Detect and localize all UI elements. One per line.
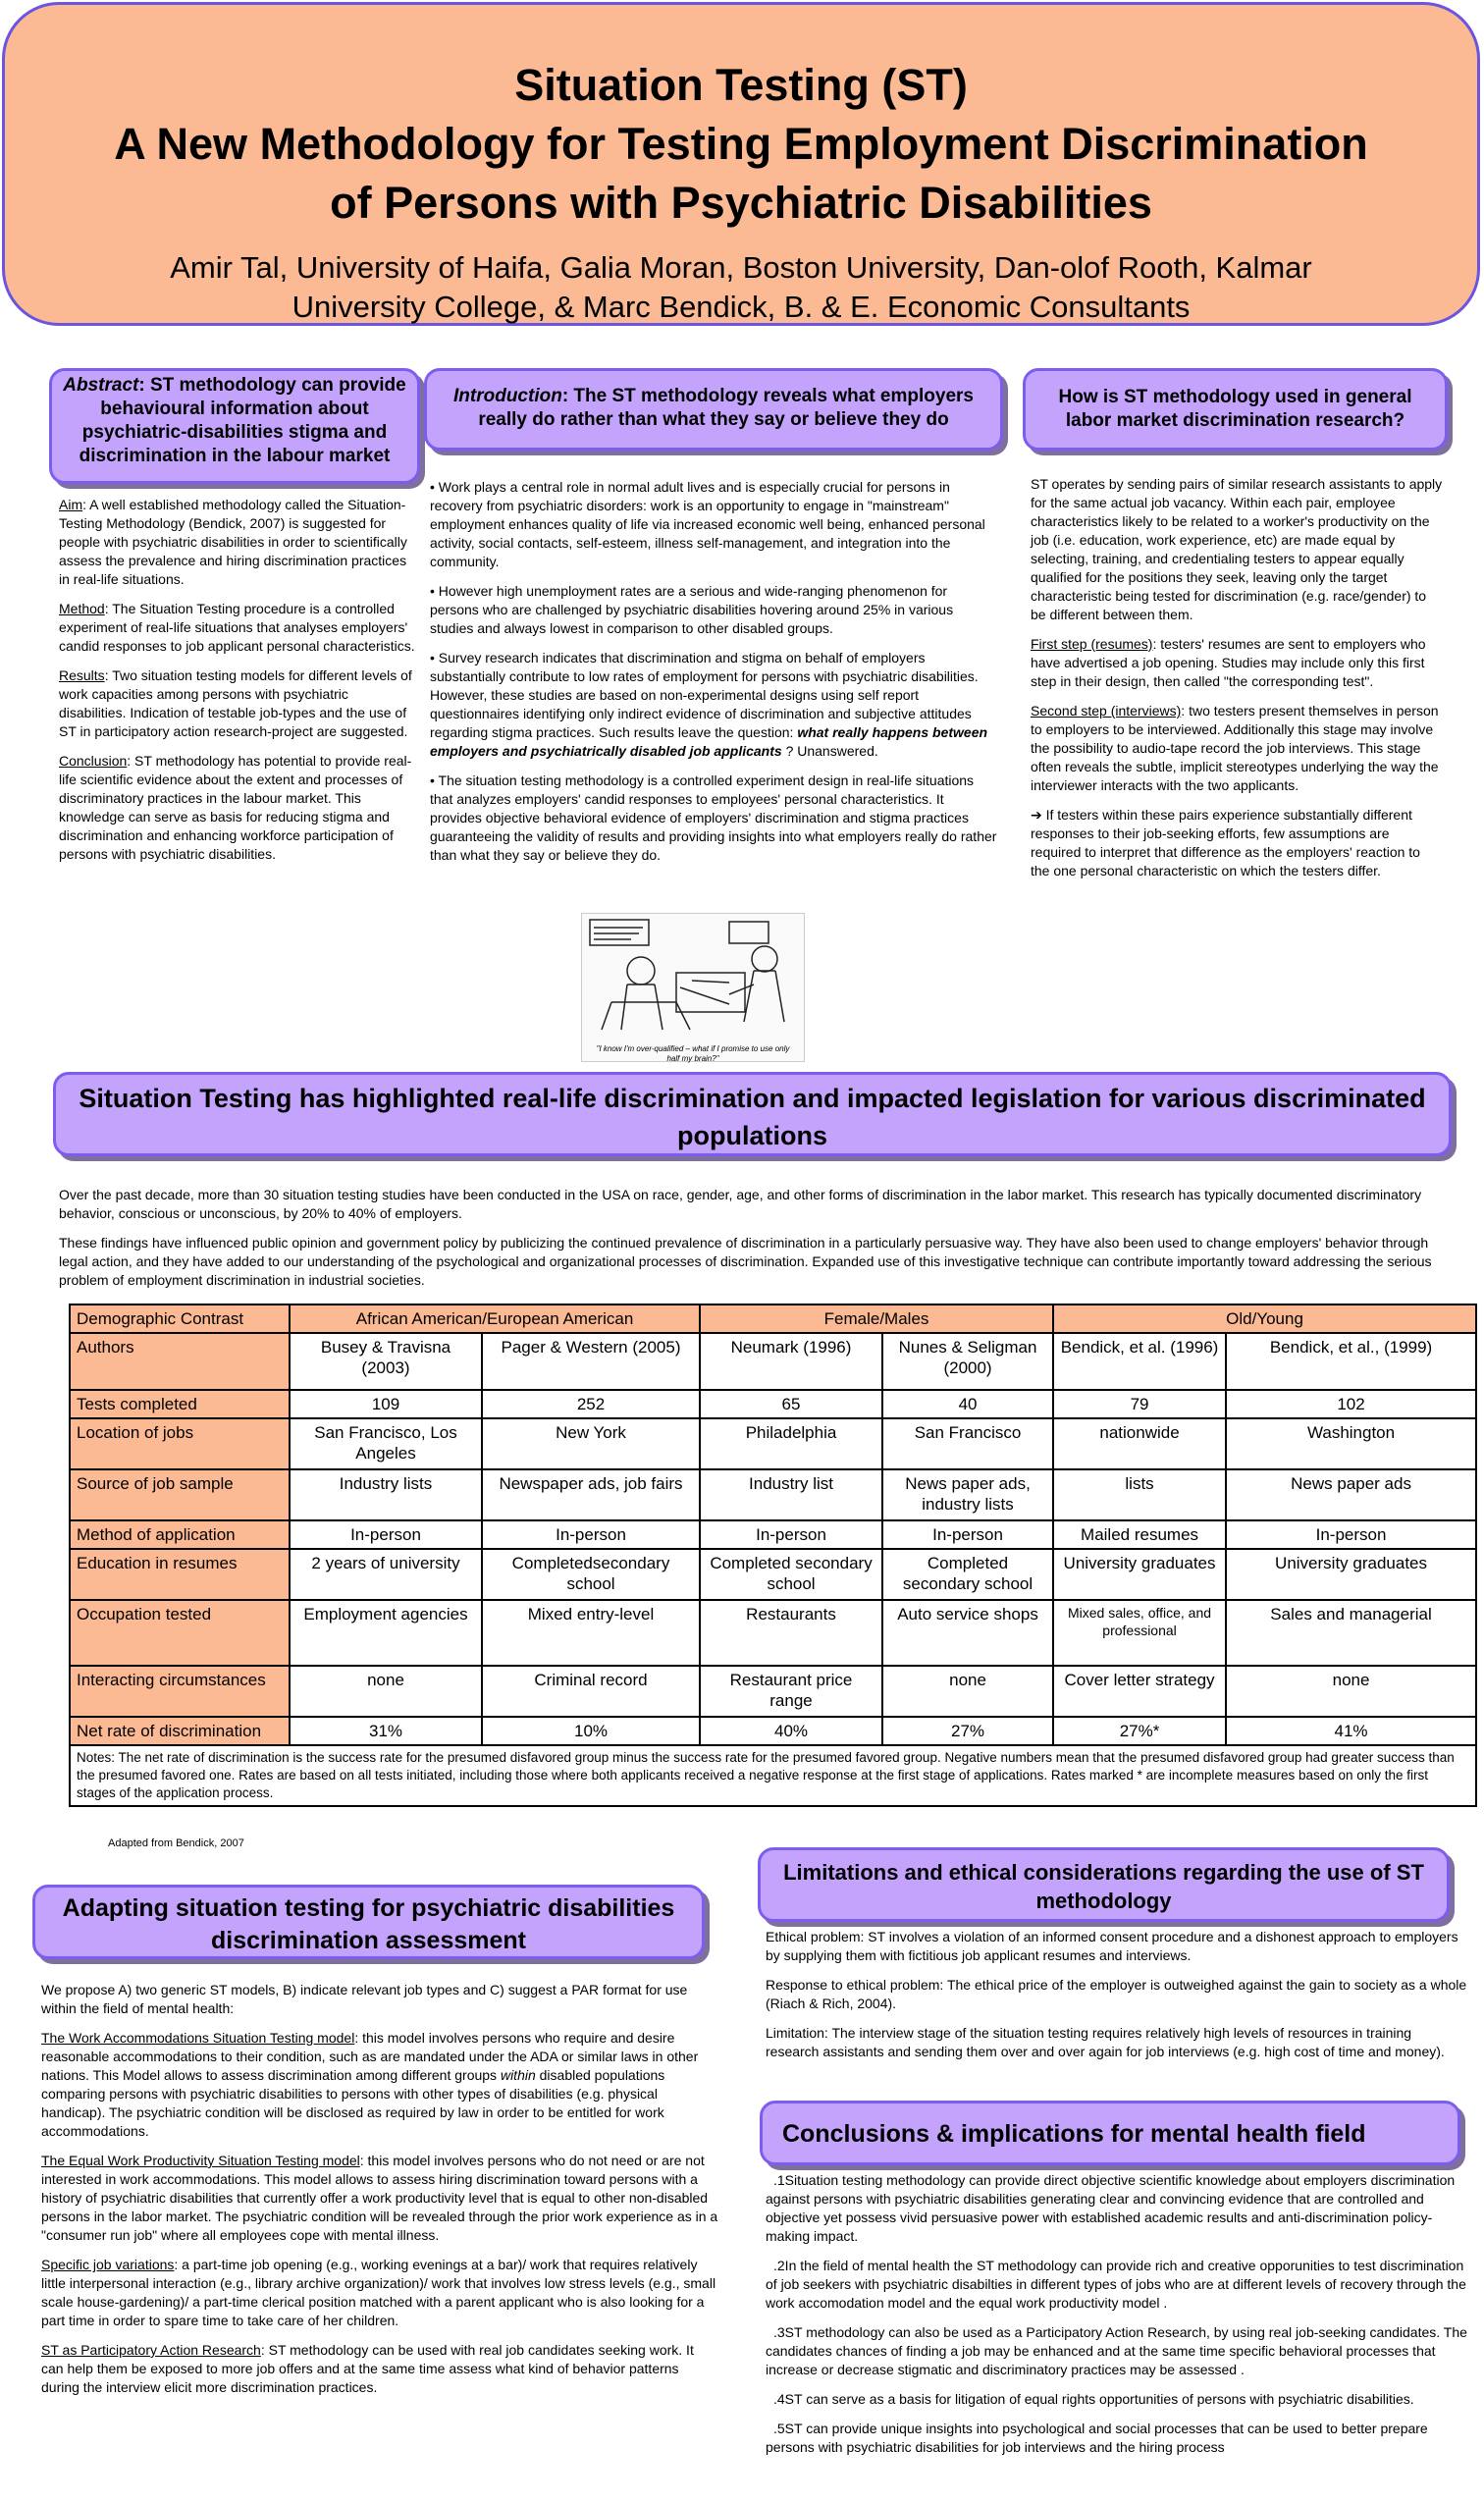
- table-cell: Busey & Travisna (2003): [290, 1333, 482, 1390]
- how-step2: [1031, 702, 1443, 795]
- conclusion-item-4: .4ST can serve as a basis for litigation of equal rights opportunities of persons with psychiatric disabilities.: [773, 2391, 1414, 2407]
- table-cell: Pager & Western (2005): [482, 1333, 700, 1390]
- introduction-heading-rest: : The ST methodology reveals what employers really do rather than what they say or believe they do: [478, 386, 974, 430]
- table-cell: 41%: [1226, 1717, 1476, 1745]
- abstract-results-text: : Two situation testing models for different levels of work capacities among persons with psychiatric disabilities. Indication of testable job-types and the use of ST in participatory action research-project are suggested.: [59, 667, 412, 739]
- abstract-method-label: Method: [59, 601, 105, 616]
- adapting-par-text: : ST methodology can be used with real job candidates seeking work. It can help them be exposed to more job offers and at the same time assess what kind of behavior patterns during the interview elicit more discrimination practices.: [41, 2342, 694, 2395]
- how-step1-label: First step (resumes): [1031, 636, 1153, 652]
- abstract-heading-rest: : ST methodology can provide behavioural information about psychiatric-disabilities stigma and discrimination in the labour market: [79, 375, 406, 466]
- how-conclusion: ➔ If testers within these pairs experience substantially different responses to their job-seeking efforts, few assumptions are required to interpret that difference as the employers' reaction to the one personal characteristic on which the testers differ.: [1031, 807, 1420, 878]
- adapting-m1-text-b: disabled populations comparing persons with psychiatric disabilities to persons with other types of disabilities (e.g. physical handicap). The psychiatric condition will be disclosed as required by law in order to be entitled for work accommodations.: [41, 2067, 665, 2139]
- adapting-m2-label: The Equal Work Productivity Situation Testing model: [41, 2153, 360, 2168]
- adapting-par-label: ST as Participatory Action Research: [41, 2342, 261, 2358]
- row-label: Interacting circumstances: [70, 1666, 290, 1717]
- poster-title-line-3: of Persons with Psychiatric Disabilities: [330, 178, 1152, 228]
- table-row: [70, 1333, 1476, 1390]
- title-banner: [2, 2, 1480, 326]
- table-cell: Mixed sales, office, and professional: [1053, 1600, 1226, 1666]
- introduction-heading-em: Introduction: [453, 386, 562, 406]
- abstract-method: [59, 600, 417, 656]
- table-cell: Mailed resumes: [1053, 1520, 1226, 1549]
- how-body: [1031, 475, 1443, 891]
- table-row: [70, 1520, 1476, 1549]
- table-cell: Completed secondary school: [882, 1549, 1053, 1600]
- table-row: [70, 1469, 1476, 1520]
- limitations-body: [766, 1928, 1467, 2072]
- table-cell: Criminal record: [482, 1666, 700, 1717]
- highlight-para-1: Over the past decade, more than 30 situation testing studies have been conducted in the USA on race, gender, age, and other forms of discrimination in the labor market. This research has typically documented discriminatory behavior, conscious or unconscious, by 20% to 40% of employers.: [59, 1187, 1422, 1221]
- adapting-m1-text-a: : this model involves persons who require and desire reasonable accommodations to their condition, such as are mandated under the ADA or similar laws in other nations. This Model allows to assess discrimination among different groups: [41, 2030, 699, 2083]
- intro-survey-question: what really happens between employers and psychiatrically disabled job applicants: [430, 724, 988, 759]
- abstract-aim-text: : A well established methodology called the Situation-Testing Methodology (Bendick, 2007) is suggested for people with psychiatric disabilities in order to scientifically assess the prevalence and hiring discrimination practices in real-life situations.: [59, 497, 407, 587]
- table-cell: San Francisco, Los Angeles: [290, 1418, 482, 1469]
- table-row: [70, 1390, 1476, 1418]
- abstract-results-label: Results: [59, 667, 105, 683]
- table-group-gender: Female/Males: [700, 1304, 1053, 1333]
- how-heading: How is ST methodology used in general labor market discrimination research?: [1023, 368, 1448, 451]
- table-header-label: Demographic Contrast: [70, 1304, 290, 1333]
- row-label: Method of application: [70, 1520, 290, 1549]
- studies-table: [69, 1304, 1477, 1807]
- cartoon-drawing: [582, 914, 804, 1039]
- intro-bullet-1: • Work plays a central role in normal adult lives and is especially crucial for persons in recovery from psychiatric disorders: work is an opportunity to engage in "mainstream" employment enhances quality of life via increased economic well being, enhanced personal activity, social contacts, self-esteem, illness self-management, and integration into the community.: [430, 479, 985, 569]
- table-cell: 109: [290, 1390, 482, 1418]
- studies-table-wrap: [69, 1304, 1477, 1807]
- row-label: Source of job sample: [70, 1469, 290, 1520]
- conclusion-item-5: .5ST can provide unique insights into psychological and social processes that can be used to better prepare persons with psychiatric disabilities for job interviews and the hiring process: [766, 2421, 1428, 2455]
- abstract-heading: [49, 368, 420, 484]
- abstract-results: [59, 666, 417, 741]
- table-cell: 79: [1053, 1390, 1226, 1418]
- how-step2-label: Second step (interviews): [1031, 703, 1182, 719]
- table-cell: In-person: [290, 1520, 482, 1549]
- table-cell: 27%*: [1053, 1717, 1226, 1745]
- table-cell: 252: [482, 1390, 700, 1418]
- table-row: [70, 1549, 1476, 1600]
- adapting-m1-em: within: [500, 2067, 536, 2083]
- table-notes: Notes: The net rate of discrimination is the success rate for the presumed disfavored group minus the success rate for the presumed favored group. Negative numbers mean that the presumed disfavored group had greater success than the presumed favored one. Rates are based on all tests initiated, including those where both applicants received a negative response at the first stage of applications. Rates marked * are incomplete measures based on only the first stages of the application process.: [70, 1745, 1476, 1806]
- abstract-conclusion-label: Conclusion: [59, 753, 128, 769]
- table-cell: San Francisco: [882, 1418, 1053, 1469]
- table-cell: In-person: [482, 1520, 700, 1549]
- table-cell: Bendick, et al. (1996): [1053, 1333, 1226, 1390]
- highlight-para-2: These findings have influenced public opinion and government policy by publicizing the continued prevalence of discrimination in a particularly persuasive way. They have also been used to change employers' behavior through legal action, and they have added to our understanding of the psychological and organizational processes of discrimination. Expanded use of this investigative technique can contribute importantly toward addressing the serious problem of employment discrimination in industrial societies.: [59, 1235, 1432, 1288]
- authors-line-2: University College, & Marc Bendick, B. & E. Economic Consultants: [292, 290, 1191, 324]
- adapting-heading: Adapting situation testing for psychiatric disabilities discrimination assessment: [32, 1885, 705, 1959]
- table-cell: 102: [1226, 1390, 1476, 1418]
- table-cell: Auto service shops: [882, 1600, 1053, 1666]
- table-cell: none: [290, 1666, 482, 1717]
- table-cell: 40: [882, 1390, 1053, 1418]
- table-row: [70, 1418, 1476, 1469]
- cartoon-illustration: [581, 913, 805, 1062]
- table-cell: Mixed entry-level: [482, 1600, 700, 1666]
- limitations-limitation: Limitation: The interview stage of the situation testing requires relatively high levels of resources in training research assistants and sending them over and over again for job interviews (e.g. high cost of time and money).: [766, 2025, 1445, 2059]
- abstract-aim: [59, 496, 417, 589]
- how-step1: [1031, 635, 1443, 691]
- table-group-race: African American/European American: [290, 1304, 700, 1333]
- table-row: [70, 1600, 1476, 1666]
- introduction-heading: [424, 368, 1003, 451]
- abstract-heading-em: Abstract: [63, 375, 139, 396]
- conclusions-body: [766, 2171, 1467, 2468]
- table-cell: Sales and managerial: [1226, 1600, 1476, 1666]
- abstract-aim-label: Aim: [59, 497, 83, 512]
- how-intro: ST operates by sending pairs of similar research assistants to apply for the same actual job vacancy. Within each pair, employee characteristics likely to be related to a worker's productivity on the job (i.e. education, work experience, etc) are made equal by selecting, training, and credentialing testers to appear equally qualified for the positions they seek, leaving only the target characteristic being tested for discrimination (e.g. race/gender) to be different between them.: [1031, 476, 1443, 622]
- row-label: Occupation tested: [70, 1600, 290, 1666]
- table-cell: Neumark (1996): [700, 1333, 882, 1390]
- authors-line-1: Amir Tal, University of Haifa, Galia Moran, Boston University, Dan-olof Rooth, Kalmar: [170, 250, 1312, 285]
- table-cell: Restaurants: [700, 1600, 882, 1666]
- conclusion-item-3: .3ST methodology can also be used as a Participatory Action Research, by using real job-seeking candidates. The candidates chances of finding a job may be enhanced and at the same time specific behavioral processes that increase or decrease stigmatic and discriminatory practices may be assessed .: [766, 2324, 1467, 2377]
- cartoon-caption: "I know I'm over-qualified – what if I promise to use only half my brain?": [596, 1044, 790, 1063]
- row-label: Location of jobs: [70, 1418, 290, 1469]
- table-source: Adapted from Bendick, 2007: [108, 1837, 244, 1849]
- adapting-body: [41, 1981, 718, 2408]
- table-cell: 31%: [290, 1717, 482, 1745]
- how-step1-text: : testers' resumes are sent to employers who have advertised a job opening. Studies may include only this first step in their design, then called "the corresponding test".: [1031, 636, 1426, 689]
- table-cell: 2 years of university: [290, 1549, 482, 1600]
- table-cell: none: [882, 1666, 1053, 1717]
- abstract-body: [59, 496, 417, 875]
- table-cell: lists: [1053, 1469, 1226, 1520]
- table-cell: Nunes & Seligman (2000): [882, 1333, 1053, 1390]
- table-cell: Employment agencies: [290, 1600, 482, 1666]
- adapting-model-1: [41, 2029, 718, 2141]
- table-notes-row: [70, 1745, 1476, 1806]
- table-cell: News paper ads: [1226, 1469, 1476, 1520]
- table-cell: Bendick, et al., (1999): [1226, 1333, 1476, 1390]
- table-cell: Restaurant price range: [700, 1666, 882, 1717]
- limitations-heading: Limitations and ethical considerations regarding the use of ST methodology: [758, 1847, 1450, 1922]
- table-cell: Industry lists: [290, 1469, 482, 1520]
- limitations-response: Response to ethical problem: The ethical price of the employer is outweighed against the gain to society as a whole (Riach & Rich, 2004).: [766, 1977, 1467, 2011]
- intro-bullet-4: • The situation testing methodology is a controlled experiment design in real-life situations that analyzes employers' candid responses to employees' personal characteristics. It provides objective behavioral evidence of employers' discrimination and stigma practices guaranteeing the validity of results and providing insights into what employers really do rather than what they say or believe they do.: [430, 772, 997, 863]
- table-cell: Washington: [1226, 1418, 1476, 1469]
- row-label: Tests completed: [70, 1390, 290, 1418]
- abstract-conclusion-text: : ST methodology has potential to provide real-life scientific evidence about the extent and processes of discriminatory practices in the labour market. This knowledge can serve as basis for reducing stigma and discrimination and enhancing workforce participation of persons with psychiatric disabilities.: [59, 753, 412, 862]
- row-label: Net rate of discrimination: [70, 1717, 290, 1745]
- adapting-jobs: [41, 2256, 718, 2330]
- table-cell: 40%: [700, 1717, 882, 1745]
- table-cell: Completed secondary school: [700, 1549, 882, 1600]
- adapting-model-2: [41, 2152, 718, 2245]
- how-step2-text: : two testers present themselves in person to employers to be interviewed. Additionally this stage may involve the possibility to audio-tape record the job interviews. This stage often reveals the subtle, implicit stereotypes underlying the way the interviewer interacts with the two applicants.: [1031, 703, 1439, 793]
- conclusion-item-2: .2In the field of mental health the ST methodology can provide rich and creative opporunities to test discrimination of job seekers with psychiatric disabilties in different types of jobs who are at different levels of recovery through the work accomodation model and the equal work productivity model .: [766, 2258, 1466, 2311]
- table-group-age: Old/Young: [1053, 1304, 1476, 1333]
- authors: [5, 248, 1477, 327]
- table-cell: Completedsecondary school: [482, 1549, 700, 1600]
- poster-title-line-1: Situation Testing (ST): [514, 60, 968, 110]
- table-cell: Philadelphia: [700, 1418, 882, 1469]
- abstract-method-text: : The Situation Testing procedure is a controlled experiment of real-life situations that analyses employers' candid responses to job applicant personal characteristics.: [59, 601, 415, 654]
- adapting-m2-text: : this model involves persons who do not need or are not interested in work accommodations. This model allows to assess hiring discrimination toward persons with a history of psychiatric disabilities that currently offer a work productivity level that is equal to other non-disabled persons in the labor market. The psychiatric condition will be revealed through the prior work experience as in a "consumer run job" where all employees cope with mental illness.: [41, 2153, 718, 2243]
- limitations-ethical: Ethical problem: ST involves a violation of an informed consent procedure and a dishonest approach to employers by supplying them with fictitious job applicant resumes and interviews.: [766, 1929, 1458, 1963]
- table-cell: In-person: [1226, 1520, 1476, 1549]
- table-cell: In-person: [700, 1520, 882, 1549]
- table-cell: 27%: [882, 1717, 1053, 1745]
- table-cell: nationwide: [1053, 1418, 1226, 1469]
- table-cell: News paper ads, industry lists: [882, 1469, 1053, 1520]
- row-label: Education in resumes: [70, 1549, 290, 1600]
- adapting-par: [41, 2341, 718, 2397]
- table-cell: In-person: [882, 1520, 1053, 1549]
- intro-bullet-2: • However high unemployment rates are a serious and wide-ranging phenomenon for persons who are challenged by psychiatric disabilities hovering around 25% in various studies and always lowest in comparison to other disabled groups.: [430, 583, 954, 636]
- poster-title-line-2: A New Methodology for Testing Employment Discrimination: [114, 119, 1368, 169]
- table-cell: University graduates: [1226, 1549, 1476, 1600]
- adapting-intro: We propose A) two generic ST models, B) indicate relevant job types and C) suggest a PAR format for use within the field of mental health:: [41, 1982, 688, 2016]
- conclusion-item-1: .1Situation testing methodology can provide direct objective scientific knowledge about employers discrimination against persons with psychiatric disabilities generating clear and convincing evidence that are controlled and objective yet possess vivid persuasive power with established academic results and anti-discrimination policy-making impact.: [766, 2172, 1456, 2244]
- highlight-heading: Situation Testing has highlighted real-life discrimination and impacted legislation for various discriminated populations: [53, 1072, 1452, 1156]
- table-cell: Industry list: [700, 1469, 882, 1520]
- intro-bullet-3: [430, 649, 999, 761]
- adapting-m1-label: The Work Accommodations Situation Testing model: [41, 2030, 355, 2046]
- table-row: [70, 1717, 1476, 1745]
- abstract-conclusion: [59, 752, 417, 864]
- intro-survey-tail: ? Unanswered.: [781, 743, 878, 759]
- highlight-body: [59, 1186, 1433, 1301]
- table-cell: University graduates: [1053, 1549, 1226, 1600]
- introduction-body: [430, 478, 999, 876]
- table-cell: New York: [482, 1418, 700, 1469]
- table-cell: 65: [700, 1390, 882, 1418]
- table-cell: Cover letter strategy: [1053, 1666, 1226, 1717]
- table-header-row: [70, 1304, 1476, 1333]
- conclusions-heading: Conclusions & implications for mental health field: [760, 2101, 1460, 2165]
- table-cell: none: [1226, 1666, 1476, 1717]
- table-row: [70, 1666, 1476, 1717]
- table-cell: 10%: [482, 1717, 700, 1745]
- row-label: Authors: [70, 1333, 290, 1390]
- intro-survey-text: • Survey research indicates that discrimination and stigma on behalf of employers substantially contribute to low rates of employment for persons with psychiatric disabilities. However, these studies are based on non-experimental designs using self report questionnaires identifying only indirect evidence of discrimination and subjective attitudes regarding stigma practices. Such results leave the question:: [430, 650, 979, 740]
- adapting-jobs-text: : a part-time job opening (e.g., working evenings at a bar)/ work that requires relatively little interpersonal interaction (e.g., library archive organization)/ work that involves low stress levels (e.g., small scale house-gardening)/ a part-time clerical position matched with a parent applicant who is also looking for a part time in order to spare time to take care of her children.: [41, 2257, 716, 2328]
- adapting-jobs-label: Specific job variations: [41, 2257, 175, 2272]
- table-cell: Newspaper ads, job fairs: [482, 1469, 700, 1520]
